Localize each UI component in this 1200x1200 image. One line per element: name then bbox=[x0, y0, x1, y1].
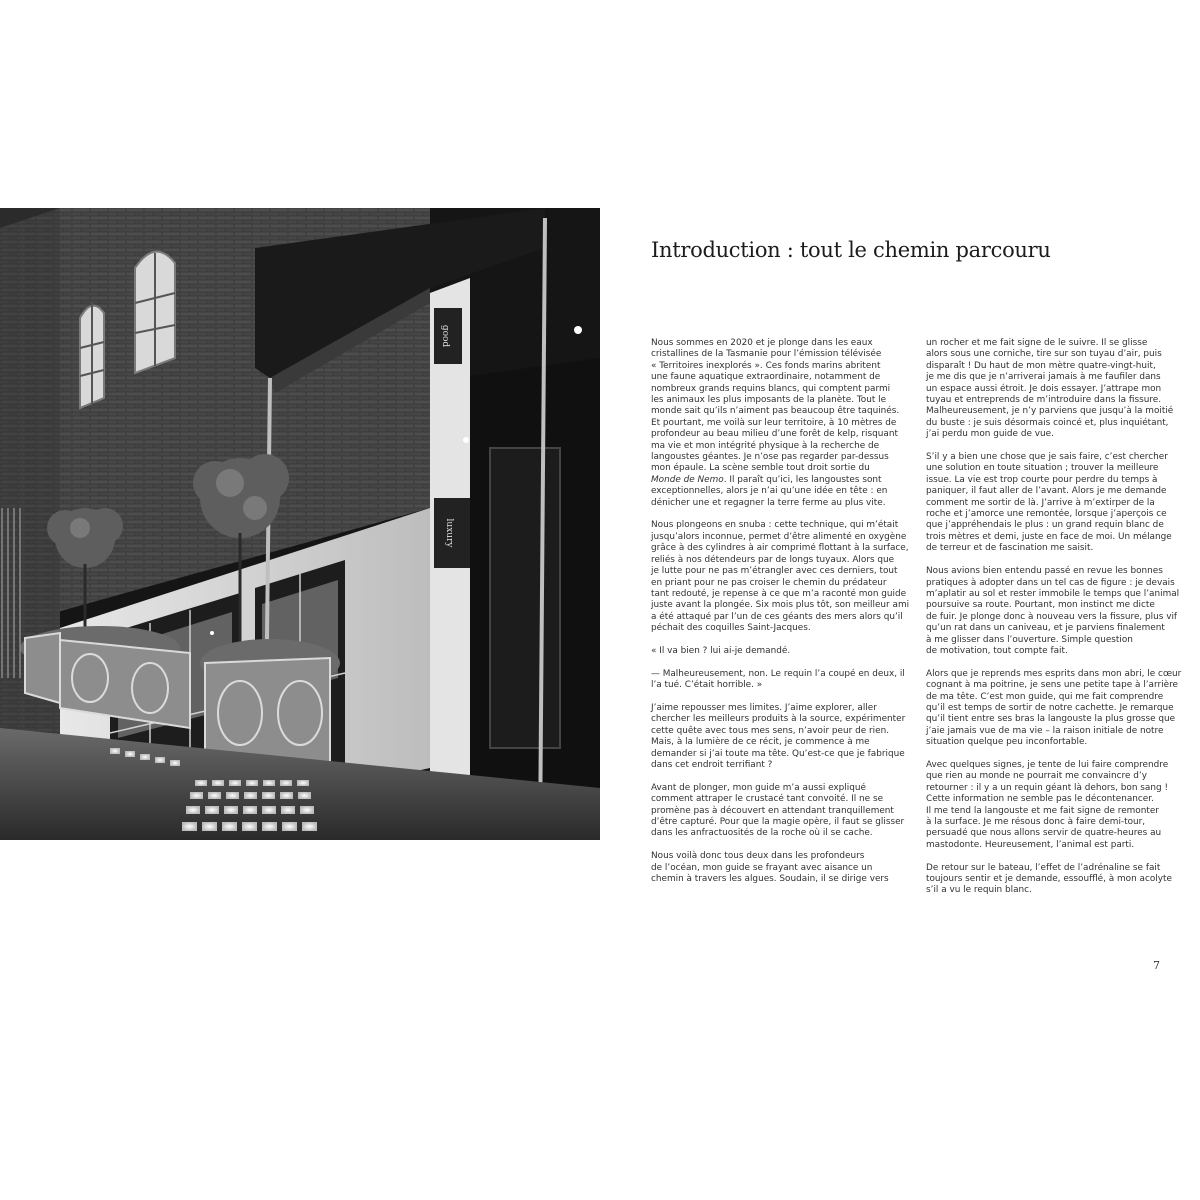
text-line: dans cet endroit terrifiant ? bbox=[651, 759, 773, 770]
text-line: De retour sur le bateau, l’effet de l’adrénaline se fait bbox=[926, 862, 1161, 873]
text-line: — Malheureusement, non. Le requin l’a coupé en deux, il bbox=[651, 668, 905, 679]
text-line: toujours sentir et je demande, essoufflé, à mon acolyte bbox=[926, 874, 1172, 885]
text-line: que j’appréhendais le plus : un grand requin blanc de bbox=[926, 520, 1164, 531]
paragraph bbox=[926, 759, 1169, 851]
photo-sign-top: good bbox=[440, 324, 450, 348]
text-line: paniquer, il faut aller de l’avant. Alors je me demande bbox=[926, 486, 1167, 497]
text-line: exceptionnelles, alors je n’ai qu’une idée en tête : en bbox=[651, 486, 888, 497]
text-line: nombreux grands requins blancs, qui comptent parmi bbox=[651, 383, 891, 394]
text-line: en priant pour ne pas croiser le chemin du prédateur bbox=[651, 577, 887, 588]
text-line: a été attaqué par l’un de ces géants des mers alors qu’il bbox=[651, 611, 903, 622]
text-line: S’il y a bien une chose que je sais faire, c’est chercher bbox=[926, 452, 1168, 463]
text-line: une faune aquatique extraordinaire, notamment de bbox=[651, 372, 881, 383]
paragraph bbox=[926, 862, 1172, 897]
text-line: Il me tend la langouste et me fait signe de remonter bbox=[926, 805, 1159, 816]
photo-sign-bottom: luxury bbox=[444, 518, 454, 548]
paragraph bbox=[926, 668, 1182, 749]
paragraph bbox=[651, 338, 900, 509]
text-line: tant redouté, je repense à ce que m’a raconté mon guide bbox=[651, 588, 907, 599]
text-line: de terreur et de fascination me saisit. bbox=[926, 543, 1094, 554]
text-column-left bbox=[651, 338, 910, 897]
text-line: reliés à nos détendeurs par de longs tuyaux. Alors que bbox=[651, 554, 895, 565]
text-line: qu’un rat dans un caniveau, et je parviens finalement bbox=[926, 623, 1165, 634]
text-line: roche et j’amorce une remontée, lorsque j’aperçois ce bbox=[926, 509, 1167, 520]
text-line: Nous plongeons en snuba : cette technique, qui m’était bbox=[651, 520, 899, 531]
text-line: comment attraper le crustacé tant convoité. Il ne se bbox=[651, 794, 884, 805]
text-line: Monde de Nemo. Il paraît qu’ici, les langoustes sont bbox=[651, 474, 882, 485]
text-line: cognant à ma poitrine, je sens une petite tape à l’arrière bbox=[926, 680, 1178, 691]
text-line: juste avant la plongée. Six mois plus tôt, son meilleur ami bbox=[651, 600, 910, 611]
text-line: à la surface. Je me résous donc à faire demi-tour, bbox=[926, 817, 1146, 827]
text-line: chercher les meilleurs produits à la source, expérimenter bbox=[651, 714, 906, 725]
text-line: promène pas à découvert en attendant tranquillement bbox=[651, 805, 894, 816]
text-line: demander si j’ai toute ma tête. Qu’est-ce que je fabrique bbox=[651, 748, 905, 759]
text-line: un espace aussi étroit. Je dois essayer. J’attrape mon bbox=[926, 383, 1162, 394]
text-line: qu’il est temps de sortir de notre cachette. Je remarque bbox=[926, 702, 1174, 713]
text-line: cristallines de la Tasmanie pour l’émission télévisée bbox=[651, 349, 882, 360]
text-line: Cette information ne semble pas le décontenancer. bbox=[926, 794, 1154, 805]
text-line: ma vie et mon intégrité physique à la recherche de bbox=[651, 440, 880, 451]
text-line: tuyau et entreprends de m’introduire dans la fissure. bbox=[926, 395, 1162, 406]
text-line: un rocher et me fait signe de le suivre. Il se glisse bbox=[926, 338, 1148, 348]
text-line: Et pourtant, me voilà sur leur territoire, à 10 mètres de bbox=[651, 417, 897, 428]
text-line: Avant de plonger, mon guide m’a aussi expliqué bbox=[651, 782, 866, 793]
text-line: de l’océan, mon guide se frayant avec aisance un bbox=[651, 862, 873, 873]
text-column-right bbox=[926, 338, 1182, 908]
text-line: qu’il tient entre ses bras la langouste la plus grosse que bbox=[926, 714, 1176, 725]
text-line: l’a tué. C’était horrible. » bbox=[651, 680, 763, 691]
text-line: mastodonte. Heureusement, l’animal est parti. bbox=[926, 839, 1135, 850]
restaurant-facade-photo bbox=[0, 208, 600, 840]
text-line: Nous sommes en 2020 et je plonge dans les eaux bbox=[651, 338, 873, 348]
text-line: de motivation, tout compte fait. bbox=[926, 645, 1068, 656]
text-line: j’aie jamais vue de ma vie – la raison initiale de notre bbox=[926, 725, 1164, 736]
page-number: 7 bbox=[1153, 959, 1160, 972]
text-line: « Il va bien ? lui ai-je demandé. bbox=[651, 645, 791, 656]
text-line: disparaît ! Du haut de mon mètre quatre-vingt-huit, bbox=[926, 360, 1156, 371]
text-line: chemin à travers les algues. Soudain, il se dirige vers bbox=[651, 874, 889, 884]
text-line: cette quête avec tous mes sens, n’avoir peur de rien. bbox=[651, 725, 890, 736]
text-line: je lutte pour ne pas m’étrangler avec ces derniers, tout bbox=[651, 566, 898, 577]
paragraph bbox=[651, 782, 905, 840]
text-line: j’ai perdu mon guide de vue. bbox=[926, 429, 1054, 440]
text-line: situation quelque peu inconfortable. bbox=[926, 737, 1088, 748]
text-line: pratiques à adopter dans un tel cas de figure : je devais bbox=[926, 577, 1175, 588]
text-line: retourner : il y a un requin géant là dehors, bon sang ! bbox=[926, 782, 1169, 793]
paragraph bbox=[651, 646, 873, 657]
text-line: mon épaule. La scène semble tout droit sortie du bbox=[651, 463, 870, 474]
photo-illustration bbox=[0, 208, 600, 840]
text-line: péchait des coquilles Saint-Jacques. bbox=[651, 623, 811, 634]
text-line: jusqu’alors inconnue, permet d’être alimenté en oxygène bbox=[651, 531, 907, 542]
paragraph bbox=[926, 338, 1174, 441]
text-line: s’il a vu le requin blanc. bbox=[926, 885, 1032, 896]
text-line: issue. La vie est trop courte pour perdre du temps à bbox=[926, 474, 1158, 485]
text-line: grâce à des cylindres à air comprimé flottant à la surface, bbox=[651, 543, 909, 554]
text-line: à me glisser dans l’ouverture. Simple question bbox=[926, 634, 1133, 645]
text-line: alors sous une corniche, tire sur son tuyau d’air, puis bbox=[926, 349, 1162, 360]
text-line: comment me sortir de là. J’arrive à m’extirper de la bbox=[926, 497, 1155, 508]
text-line: du buste : je suis désormais coincé et, plus inquiétant, bbox=[926, 417, 1169, 428]
text-line: Malheureusement, je n’y parviens que jusqu’à la moitié bbox=[926, 406, 1174, 417]
text-line: trois mètres et demi, juste en face de moi. Un mélange bbox=[926, 531, 1172, 542]
text-line: une solution en toute situation ; trouver la meilleure bbox=[926, 463, 1159, 474]
text-line: dans les anfractuosités de la roche où il se cache. bbox=[651, 828, 873, 839]
text-line: poursuive sa route. Pourtant, mon instinct me dicte bbox=[926, 600, 1155, 611]
paragraph bbox=[651, 668, 905, 692]
text-line: de fuir. Je plonge donc à nouveau vers la fissure, plus vif bbox=[926, 611, 1178, 622]
text-line: d’être capturé. Pour que la magie opère, il faut se glisser bbox=[651, 816, 905, 827]
paragraph bbox=[926, 566, 1180, 657]
paragraph bbox=[651, 702, 906, 771]
text-line: Mais, à la lumière de ce récit, je commence à me bbox=[651, 737, 870, 748]
text-line: Nous voilà donc tous deux dans les profondeurs bbox=[651, 851, 865, 862]
paragraph bbox=[926, 452, 1172, 555]
text-line: dénicher une et regagner la terre ferme au plus vite. bbox=[651, 497, 886, 508]
text-line: les animaux les plus imposants de la planète. Tout le bbox=[651, 395, 887, 406]
text-line: m’aplatir au sol et rester immobile le temps que l’animal bbox=[926, 588, 1180, 599]
text-line: J’aime repousser mes limites. J’aime explorer, aller bbox=[651, 702, 877, 713]
text-line: que rien au monde ne pourrait me convaincre d’y bbox=[926, 771, 1147, 782]
text-line: persuadé que nous allons servir de quatre-heures au bbox=[926, 828, 1162, 839]
page-title: Introduction : tout le chemin parcouru bbox=[651, 238, 1051, 262]
text-line: monde sait qu’ils n’aiment pas beaucoup être taquinés. bbox=[651, 406, 900, 417]
text-line: langoustes géantes. Je n’ose pas regarder par-dessus bbox=[651, 452, 889, 463]
text-line: je me dis que je n’arriverai jamais à me faufiler dans bbox=[926, 372, 1161, 383]
text-line: « Territoires inexplorés ». Ces fonds marins abritent bbox=[651, 360, 881, 371]
paragraph bbox=[651, 520, 910, 634]
text-line: Nous avions bien entendu passé en revue les bonnes bbox=[926, 566, 1163, 577]
paragraph bbox=[651, 851, 889, 885]
text-line: Avec quelques signes, je tente de lui faire comprendre bbox=[926, 759, 1169, 770]
text-line: Alors que je reprends mes esprits dans mon abri, le cœur bbox=[926, 668, 1182, 679]
text-line: profondeur au beau milieu d’une forêt de kelp, risquant bbox=[651, 429, 898, 440]
text-line: de ma tête. C’est mon guide, qui me fait comprendre bbox=[926, 691, 1164, 702]
